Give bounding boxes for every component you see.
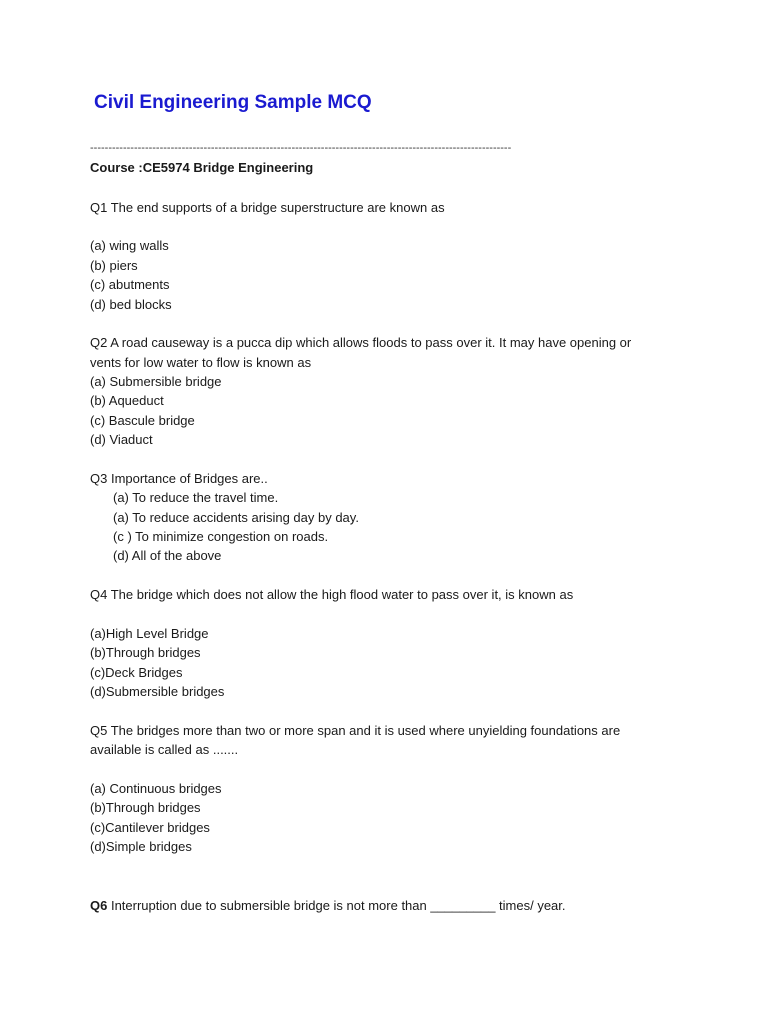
q2-option-d: (d) Viaduct: [90, 432, 153, 447]
q4-option-b: (b)Through bridges: [90, 645, 201, 660]
q5-option-a: (a) Continuous bridges: [90, 781, 222, 796]
q6-label: Q6: [90, 898, 108, 913]
q2-option-b: (b) Aqueduct: [90, 393, 164, 408]
q2-option-c: (c) Bascule bridge: [90, 413, 195, 428]
q3-option-a: (a) To reduce the travel time.: [113, 490, 279, 505]
q5-question-line2: available is called as .......: [90, 742, 239, 757]
q3-option-a2: (a) To reduce accidents arising day by day.: [113, 510, 359, 525]
q1-question: Q1 The end supports of a bridge superstructure are known as: [90, 200, 445, 215]
q4-option-d: (d)Submersible bridges: [90, 684, 225, 699]
divider-rule: -------------------------------------------------------------------------------------------------------------------: [90, 142, 512, 154]
q1-option-d: (d) bed blocks: [90, 297, 172, 312]
q6-text: Interruption due to submersible bridge is not more than _________ times/ year.: [107, 898, 566, 913]
q2-option-a: (a) Submersible bridge: [90, 374, 222, 389]
course-heading: Course :CE5974 Bridge Engineering: [90, 160, 314, 175]
q5-option-d: (d)Simple bridges: [90, 839, 192, 854]
q1-option-b: (b) piers: [90, 258, 138, 273]
q5-question-line1: Q5 The bridges more than two or more span and it is used where unyielding foundations are: [90, 723, 621, 738]
q1-option-c: (c) abutments: [90, 277, 170, 292]
q3-option-c: (c ) To minimize congestion on roads.: [113, 529, 329, 544]
q2-question-line1: Q2 A road causeway is a pucca dip which allows floods to pass over it. It may have opening or: [90, 335, 632, 350]
q6-question: [90, 896, 566, 916]
q1-option-a: (a) wing walls: [90, 238, 169, 253]
q2-question-line2: vents for low water to flow is known as: [90, 355, 312, 370]
q4-question: Q4 The bridge which does not allow the high flood water to pass over it, is known as: [90, 587, 574, 602]
page-title: Civil Engineering Sample MCQ: [94, 92, 372, 113]
q3-option-d: (d) All of the above: [113, 548, 222, 563]
q4-option-c: (c)Deck Bridges: [90, 665, 183, 680]
q5-option-c: (c)Cantilever bridges: [90, 820, 210, 835]
q5-option-b: (b)Through bridges: [90, 800, 201, 815]
q4-option-a: (a)High Level Bridge: [90, 626, 209, 641]
q3-question: Q3 Importance of Bridges are..: [90, 471, 268, 486]
